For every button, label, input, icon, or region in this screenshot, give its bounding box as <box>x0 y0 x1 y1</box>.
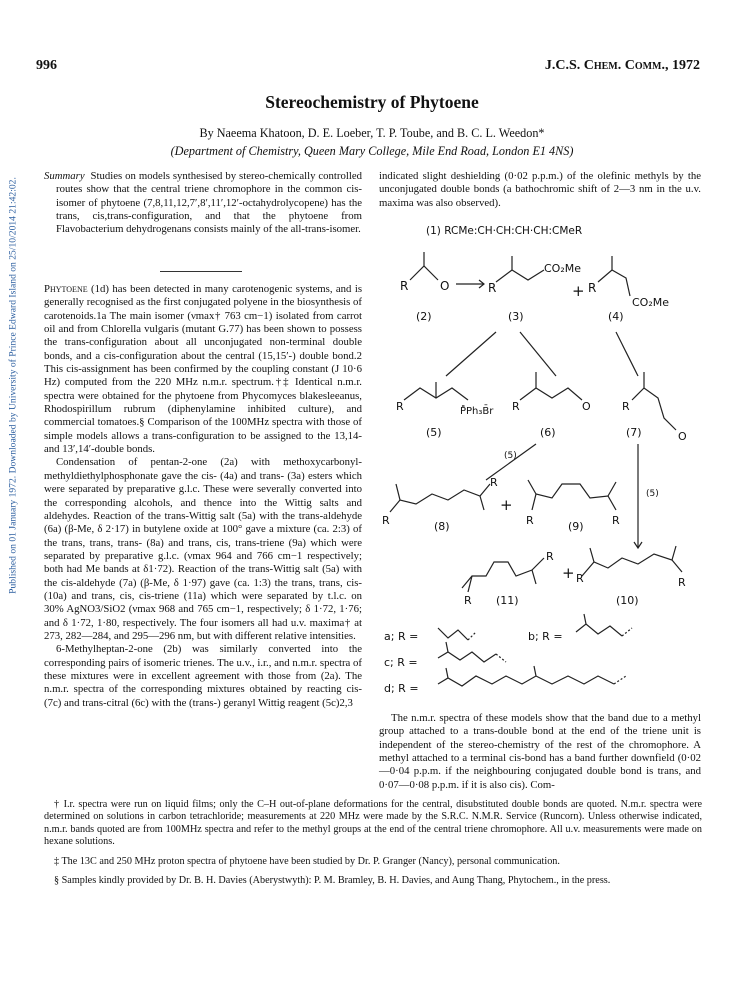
svg-text:R: R <box>678 576 686 589</box>
svg-text:R: R <box>576 572 584 585</box>
affiliation: (Department of Chemistry, Queen Mary College, Mile End Road, London E1 4NS) <box>170 144 574 158</box>
step-label-5a: (5) <box>504 451 517 461</box>
label-7: (7) <box>626 426 642 439</box>
svg-text:P̊Ph₃B̄r: P̊Ph₃B̄r <box>460 406 494 417</box>
label-3: (3) <box>508 310 524 323</box>
svg-text:R: R <box>612 514 620 527</box>
svg-text:R: R <box>588 281 597 295</box>
o-atom: O <box>440 279 450 293</box>
svg-text:R: R <box>488 281 497 295</box>
article-title: Stereochemistry of Phytoene <box>265 92 479 112</box>
label-9: (9) <box>568 520 584 533</box>
step-label-5b: (5) <box>646 489 659 499</box>
r-group-a: a; R = <box>384 630 419 643</box>
compound-2-structure <box>400 252 449 293</box>
formula-1: (1) RCMe:CH·CH:CH·CH:CMeR <box>426 225 583 237</box>
paragraph-models: The n.m.r. spectra of these models show that the band due to a methyl group attached to a trans-double bond at the end of the triene unit is independent of the stereo-chemistry of the rest of the chromophore. A methyl attached to a terminal cis-bond has a band further downfield (0·02—0·04 p.p.m. if the neighbouring conjugated double bond is trans, and 0·07—0·08 p.p.m. if it is also cis). Com- <box>379 712 701 791</box>
journal-header: J.C.S. Chem. Comm., 1972 <box>544 58 700 73</box>
compound-5-structure <box>396 382 494 417</box>
provenance-note[interactable]: Published on 01 January 1972. Downloaded by University of Prince Edward Island on 25/10/2014 21:42:02. <box>7 177 19 594</box>
svg-text:R: R <box>512 400 520 413</box>
svg-text:O: O <box>582 400 591 413</box>
arrow-6-to-8-9 <box>486 444 536 480</box>
svg-text:R: R <box>464 594 472 607</box>
svg-text:R: R <box>526 514 534 527</box>
summary-text: Studies on models synthesised by stereo-chemically controlled routes show that the central triene chromophore in the common cis-isomer of phytoene (7,8,11,12,7′,8′,11′,12′-octahydrolycopene) has the trans, cis,trans-configuration, and that the phytoene from Flavobacterium dehydrogenans consists mainly of the all-trans-isomer. <box>56 170 362 236</box>
label-10: (10) <box>616 594 639 607</box>
label-8: (8) <box>434 520 450 533</box>
compound-4-structure <box>588 256 669 309</box>
right-column-bottom <box>379 712 701 792</box>
svg-text:R: R <box>622 400 630 413</box>
reaction-scheme <box>376 248 706 708</box>
r-group-b: b; R = <box>528 630 563 643</box>
svg-text:CO₂Me: CO₂Me <box>544 262 582 275</box>
paragraph-1: (1d) has been detected in many carotenogenic systems, and is generally recognised as the first conjugated polyene in the biosynthesis of carotenoids.1a The main isomer (νmax† 763 cm−1) isolated from carrot oil and from Chlorella vulgaris (mutant G.77) has been shown to possess the trans-configuration about all unconjugated non-terminal double bonds, and a cis-configuration about the central (15,15′-) double bond.2 This cis-assignment has been confirmed by the coupling constant (J 10·6 Hz) computed from the 220 MHz n.m.r. spectrum.†‡ Identical n.m.r. spectra were obtained for the phytoene from Phycomyces blakesleeanus, Rhodospirillum rubrum (diphenylamine inhibited culture), and commercial tomatoes.§ Comparison of the 100MHz spectra with those of simple models allows a trans-configuration to be assigned to the 13,14- and 13′,14′-double bonds. <box>44 283 363 456</box>
footnotes <box>44 799 702 894</box>
arrow-3-to-5 <box>446 332 496 376</box>
svg-text:CO₂Me: CO₂Me <box>632 296 670 309</box>
arrow-4-to-7 <box>616 332 638 376</box>
footnote-dagger: † I.r. spectra were run on liquid films; only the C–H out-of-plane deformations for the central, disubstituted double bonds are quoted. N.m.r. spectra were determined on solutions in carbon tetrachloride; measurements at 220 MHz were made by the S.R.C. N.M.R. Service (Runcorn). Unless otherwise indicated, n.m.r. bands quoted are from 100MHz spectra and refer to the methyl groups at the end of the central triene chromophore. All u.v. measurements were made on hexane solutions. <box>44 799 702 848</box>
label-11: (11) <box>496 594 519 607</box>
r-atom: R <box>400 279 409 293</box>
svg-text:+: + <box>500 496 513 514</box>
svg-text:R: R <box>396 400 404 413</box>
paragraph-3: 6-Methylheptan-2-one (2b) was similarly converted into the corresponding pairs of isomeric trienes. The u.v., i.r., and n.m.r. spectra of these mixtures were in excellent agreement with those from (2a). The n.m.r. spectra of the corresponding mixtures obtained by reacting cis- (7c) and trans-citral (6c) with the (trans-) geranyl Wittig reagent (5c)2,3 <box>44 643 362 709</box>
svg-text:+: + <box>562 564 575 582</box>
svg-text:R: R <box>490 476 498 489</box>
footnote-section: § Samples kindly provided by Dr. B. H. Davies (Aberystwyth): P. M. Bramley, B. H. Davies, and Aung Thang, Phytochem., in the press. <box>54 875 611 887</box>
label-2: (2) <box>416 310 432 323</box>
arrow-3-to-6 <box>520 332 556 376</box>
summary-divider <box>160 271 242 272</box>
label-4: (4) <box>608 310 624 323</box>
label-5: (5) <box>426 426 442 439</box>
label-6: (6) <box>540 426 556 439</box>
paragraph-2: Condensation of pentan-2-one (2a) with methoxycarbonyl-methyldiethylphosphonate gave the cis- (4a) and trans- (3a) esters which were separated by preparative g.l.c. These were severally converted into the corresponding alcohols, and thence into the Wittig salts and aldehydes. Reaction of the trans-Wittig salt (5a) with the trans-aldehyde (6a) (β-Me, δ 2·17) in butylene oxide at 100° gave a mixture (ca. 2:3) of the trans, trans, trans- (8a) and trans, cis, trans-triene (9a) which were separated by preparative g.l.c. (νmax 964 and 766 cm−1 respectively; both had Me bands at δ1·72). Reaction of the trans-Wittig salt (5a) with the cis-aldehyde (7a) (β-Me, δ 1·97) gave (ca. 1:3) the trans, trans, cis- (10a) and trans, cis, cis-triene (11a) which were separated by t.l.c. on 30% AgNO3/SiO2 (νmax 968 and 765 cm−1, respectively; δ 1·72, 1·76; and δ 1·72, 1·80, respectively. The four isomers all had u.v. maxima† at 273, 282—284, and 295—296 nm, but with different relative intensities. <box>44 456 362 642</box>
summary-block <box>44 170 362 237</box>
svg-text:R: R <box>382 514 390 527</box>
compound-10-structure <box>576 546 686 589</box>
page-number: 996 <box>36 58 57 73</box>
r-group-d: d; R = <box>384 682 419 695</box>
left-column <box>44 283 362 710</box>
svg-text:O: O <box>678 430 687 443</box>
r-group-c: c; R = <box>384 656 418 669</box>
summary-label: Summary <box>44 170 85 182</box>
author-list: By Naeema Khatoon, D. E. Loeber, T. P. Toube, and B. C. L. Weedon* <box>199 126 545 140</box>
svg-text:R: R <box>546 550 554 563</box>
compound-6-structure <box>512 372 591 413</box>
footnote-double-dagger: ‡ The 13C and 250 MHz proton spectra of phytoene have been studied by Dr. P. Granger (Nancy), personal communication. <box>54 855 560 867</box>
right-column-top: indicated slight deshielding (0·02 p.p.m.) of the olefinic methyls by the unconjugated double bonds (a bathochromic shift of 2—3 nm in the u.v. maxima was also observed). <box>379 170 701 209</box>
plus-sign: + <box>572 282 585 300</box>
compound-3-structure <box>488 256 581 295</box>
lead-word: Phytoene <box>44 283 88 295</box>
